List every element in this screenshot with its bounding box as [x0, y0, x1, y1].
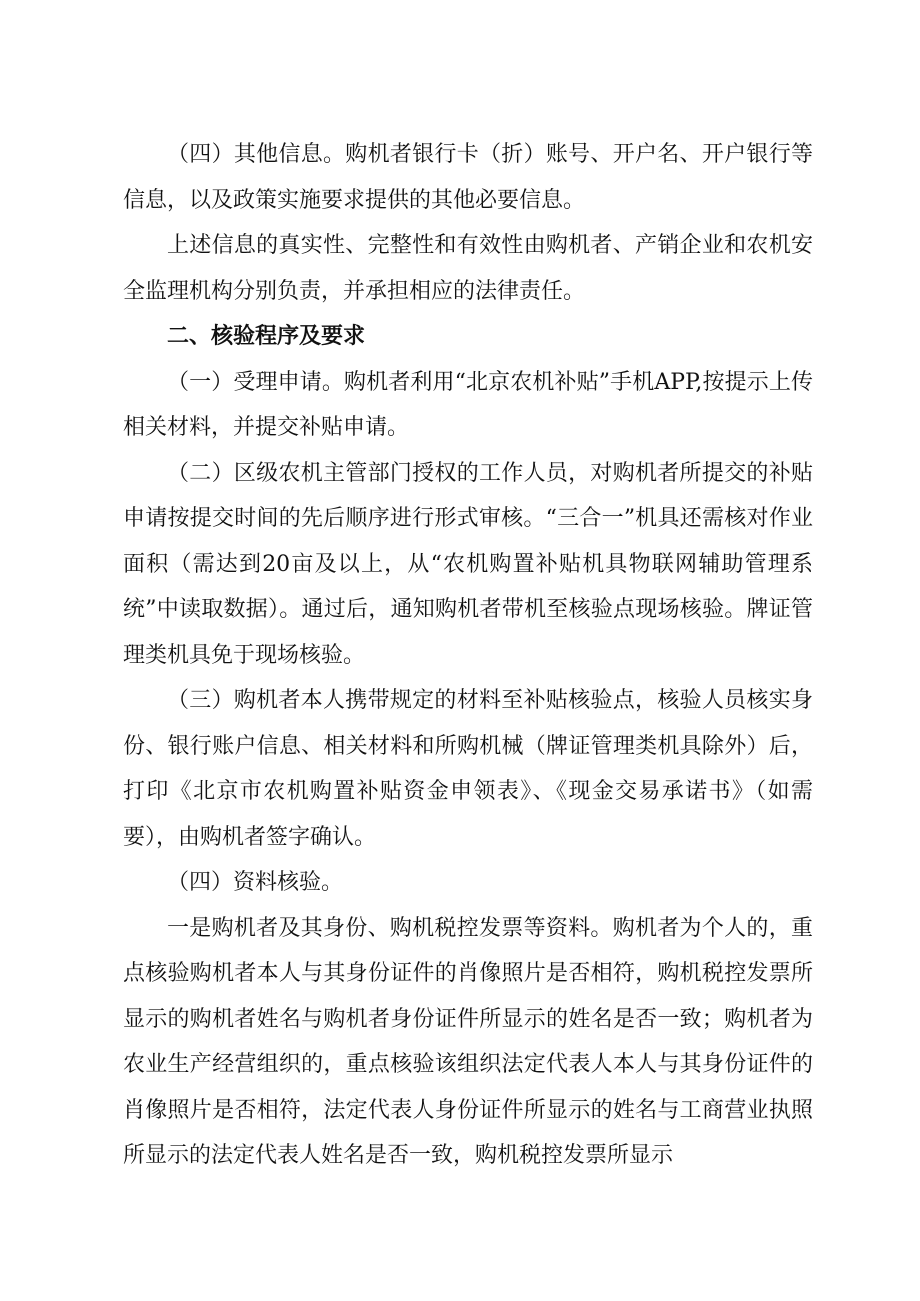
paragraph-identity-invoice: 一是购机者及其身份、购机税控发票等资料。购机者为个人的，重点核验购机者本人与其身份证件的肖像照片是否相符，购机税控发票所显示的购机者姓名与购机者身份证件所显示的姓名是否一致；购机者为农业生产经营组织的，重点核验该组织法定代表人本人与其身份证件的肖像照片是否相符，法定代表人身份证件所显示的姓名与工商营业执照所显示的法定代表人姓名是否一致，购机税控发票所显示: [123, 915, 813, 1168]
paragraph-accept-application: （一）受理申请。购机者利用“北京农机补贴”手机APP,按提示上传相关材料，并提交补贴申请。: [123, 369, 813, 440]
document-body: [123, 132, 813, 1179]
paragraph-onsite-verification: （三）购机者本人携带规定的材料至补贴核验点，核验人员核实身份、银行账户信息、相关材料和所购机械（牌证管理类机具除外）后，打印《北京市农机购置补贴资金申领表》、《现金交易承诺书》（如需要），由购机者签字确认。: [123, 688, 813, 850]
paragraph-document-check: （四）资料核验。: [167, 870, 344, 895]
paragraph-formal-review: （二）区级农机主管部门授权的工作人员，对购机者所提交的补贴申请按提交时间的先后顺序进行形式审核。“三合一”机具还需核对作业面积（需达到20亩及以上，从“农机购置补贴机具物联网辅助管理系统”中读取数据）。通过后，通知购机者带机至核验点现场核验。牌证管理类机具免于现场核验。: [123, 460, 813, 668]
paragraph-responsibility: 上述信息的真实性、完整性和有效性由购机者、产销企业和农机安全监理机构分别负责，并承担相应的法律责任。: [123, 233, 813, 304]
paragraph-other-info: （四）其他信息。购机者银行卡（折）账号、开户名、开户银行等信息，以及政策实施要求提供的其他必要信息。: [123, 142, 813, 213]
section-heading-verification: 二、核验程序及要求: [167, 324, 366, 349]
